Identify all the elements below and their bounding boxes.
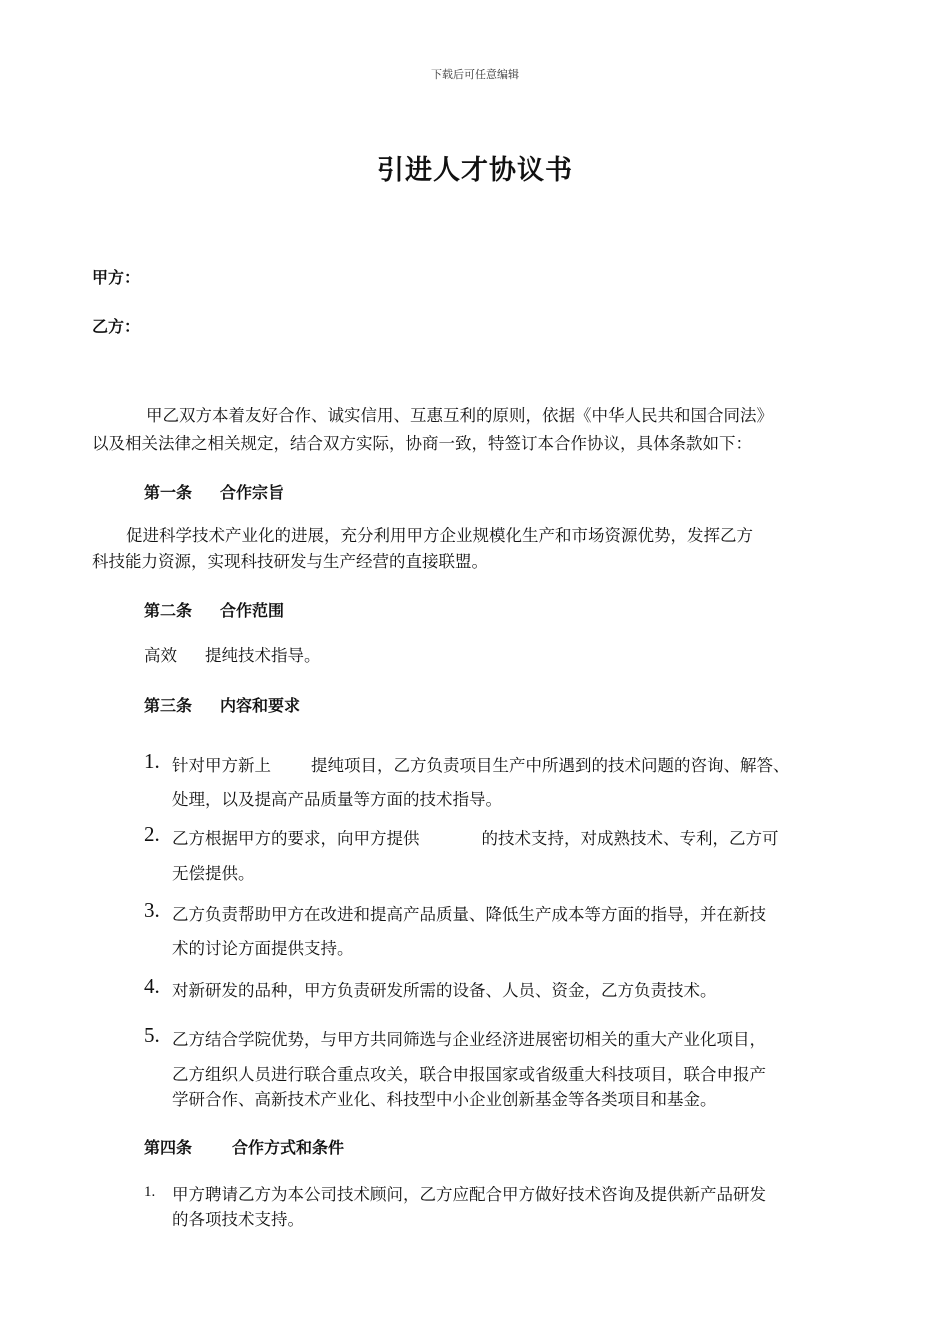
article-2-heading [144,598,284,621]
article-2-part-1: 高效 [144,646,177,665]
article-3-item-5-line-2: 乙方组织人员进行联合重点攻关，联合申报国家或省级重大科技项目，联合申报产 [172,1065,766,1084]
article-1-line-2: 科技能力资源，实现科技研发与生产经营的直接联盟。 [92,552,488,571]
article-3-item-1-line-1 [172,752,790,776]
item-2-text-b: 的技术支持，对成熟技术、专利，乙方可 [481,829,779,848]
intro-line-1: 甲乙双方本着友好合作、诚实信用、互惠互利的原则，依据《中华人民共和国合同法》 [146,406,773,425]
article-3-item-2-line-1 [172,825,779,849]
article-4-item-1-line-2: 的各项技术支持。 [172,1210,304,1229]
item-1-text-a: 针对甲方新上 [172,756,271,775]
article-3-item-4-line-1: 对新研发的品种，甲方负责研发所需的设备、人员、资金，乙方负责技术。 [172,981,717,1000]
article-1-heading [144,480,284,503]
article-4-heading [144,1135,344,1158]
article-2-content [144,642,321,670]
header-note: 下载后可任意编辑 [431,68,519,81]
article-3-item-1-line-2: 处理，以及提高产品质量等方面的技术指导。 [172,790,502,809]
article-3-item-1-number: 1. [144,749,160,773]
article-3-item-5-line-3: 学研合作、高新技术产业化、科技型中小企业创新基金等各类项目和基金。 [172,1090,717,1109]
article-3-item-5-number: 5. [144,1023,160,1047]
item-2-text-a: 乙方根据甲方的要求，向甲方提供 [172,829,420,848]
article-3-item-3-number: 3. [144,898,160,922]
document-title: 引进人才协议书 [377,155,573,186]
article-2-title: 合作范围 [220,601,285,620]
article-3-item-4-number: 4. [144,974,160,998]
article-3-number: 第三条 [144,696,193,715]
article-3-heading [144,693,300,716]
article-2-number: 第二条 [144,601,193,620]
party-a-label: 甲方： [92,268,141,287]
item-1-text-b: 提纯项目，乙方负责项目生产中所遇到的技术问题的咨询、解答、 [311,756,790,775]
article-3-title: 内容和要求 [220,696,301,715]
article-3-item-5-line-1: 乙方结合学院优势，与甲方共同筛选与企业经济进展密切相关的重大产业化项目， [172,1030,766,1049]
article-2-part-2: 提纯技术指导。 [205,646,321,665]
article-1-number: 第一条 [144,483,193,502]
article-4-title: 合作方式和条件 [232,1138,345,1157]
party-b-label: 乙方： [92,317,141,336]
article-1-title: 合作宗旨 [220,483,285,502]
article-4-item-1-number: 1. [144,1184,156,1200]
article-1-line-1: 促进科学技术产业化的进展，充分利用甲方企业规模化生产和市场资源优势，发挥乙方 [126,526,753,545]
article-3-item-2-line-2: 无偿提供。 [172,864,255,883]
intro-line-2: 以及相关法律之相关规定，结合双方实际，协商一致，特签订本合作协议，具体条款如下： [92,434,752,453]
article-3-item-3-line-2: 术的讨论方面提供支持。 [172,939,354,958]
article-3-item-2-number: 2. [144,822,160,846]
article-4-item-1-line-1: 甲方聘请乙方为本公司技术顾问，乙方应配合甲方做好技术咨询及提供新产品研发 [172,1185,766,1204]
article-4-number: 第四条 [144,1138,193,1157]
article-3-item-3-line-1: 乙方负责帮助甲方在改进和提高产品质量、降低生产成本等方面的指导，并在新技 [172,905,766,924]
